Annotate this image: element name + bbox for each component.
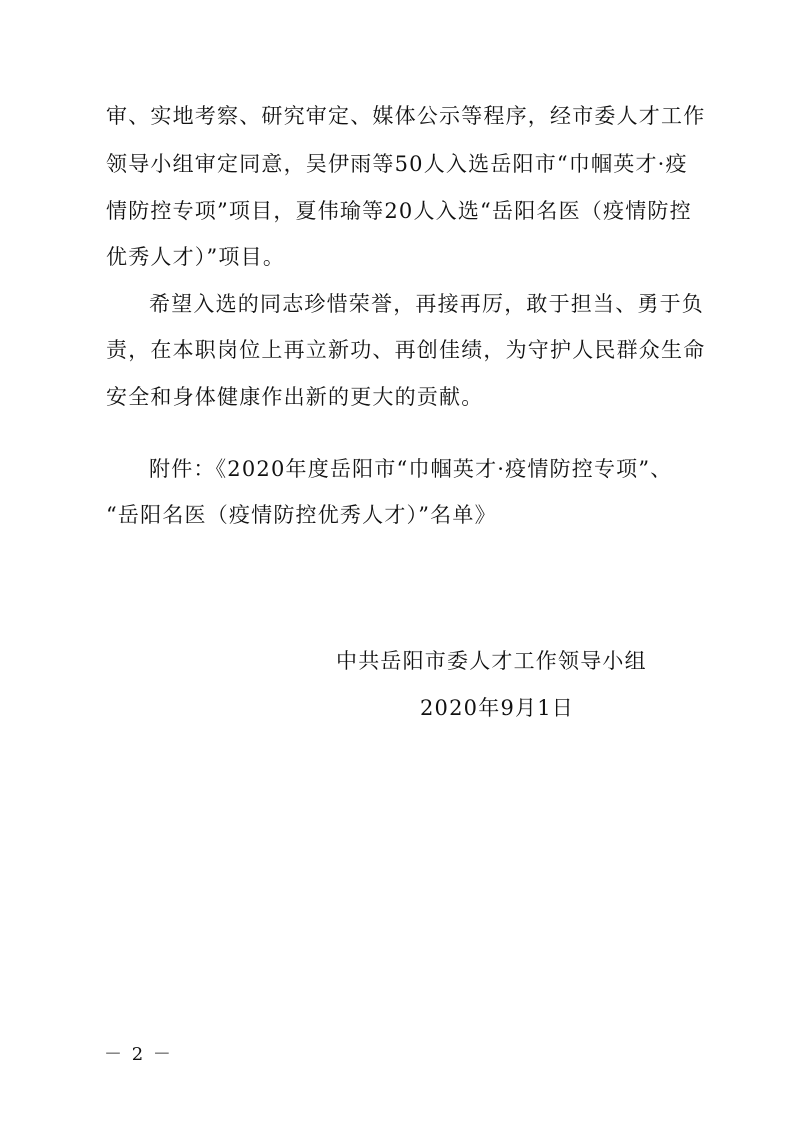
body-line-6: 责，在本职岗位上再立新功、再创佳绩，为守护人民群众生命 <box>106 338 706 362</box>
page-number: － 2 － <box>104 1044 173 1065</box>
signature-date: 2020年9月1日 <box>420 696 574 720</box>
body-line-1: 审、实地考察、研究审定、媒体公示等程序，经市委人才工作 <box>106 104 706 128</box>
body-line-4: 优秀人才）”项目。 <box>106 245 286 269</box>
body-line-5: 希望入选的同志珍惜荣誉，再接再厉，敢于担当、勇于负 <box>149 292 704 316</box>
body-line-3: 情防控专项”项目，夏伟瑜等20人入选“岳阳名医（疫情防控 <box>106 199 692 223</box>
attachment-line-1: 附件：《2020年度岳阳市“巾帼英才·疫情防控专项”、 <box>149 457 673 481</box>
body-line-7: 安全和身体健康作出新的更大的贡献。 <box>106 385 484 409</box>
body-line-2: 领导小组审定同意，吴伊雨等50人入选岳阳市“巾帼英才·疫 <box>106 152 688 176</box>
signature-organization: 中共岳阳市委人才工作领导小组 <box>336 649 647 673</box>
attachment-line-2: “岳阳名医（疫情防控优秀人才）”名单》 <box>106 503 497 527</box>
